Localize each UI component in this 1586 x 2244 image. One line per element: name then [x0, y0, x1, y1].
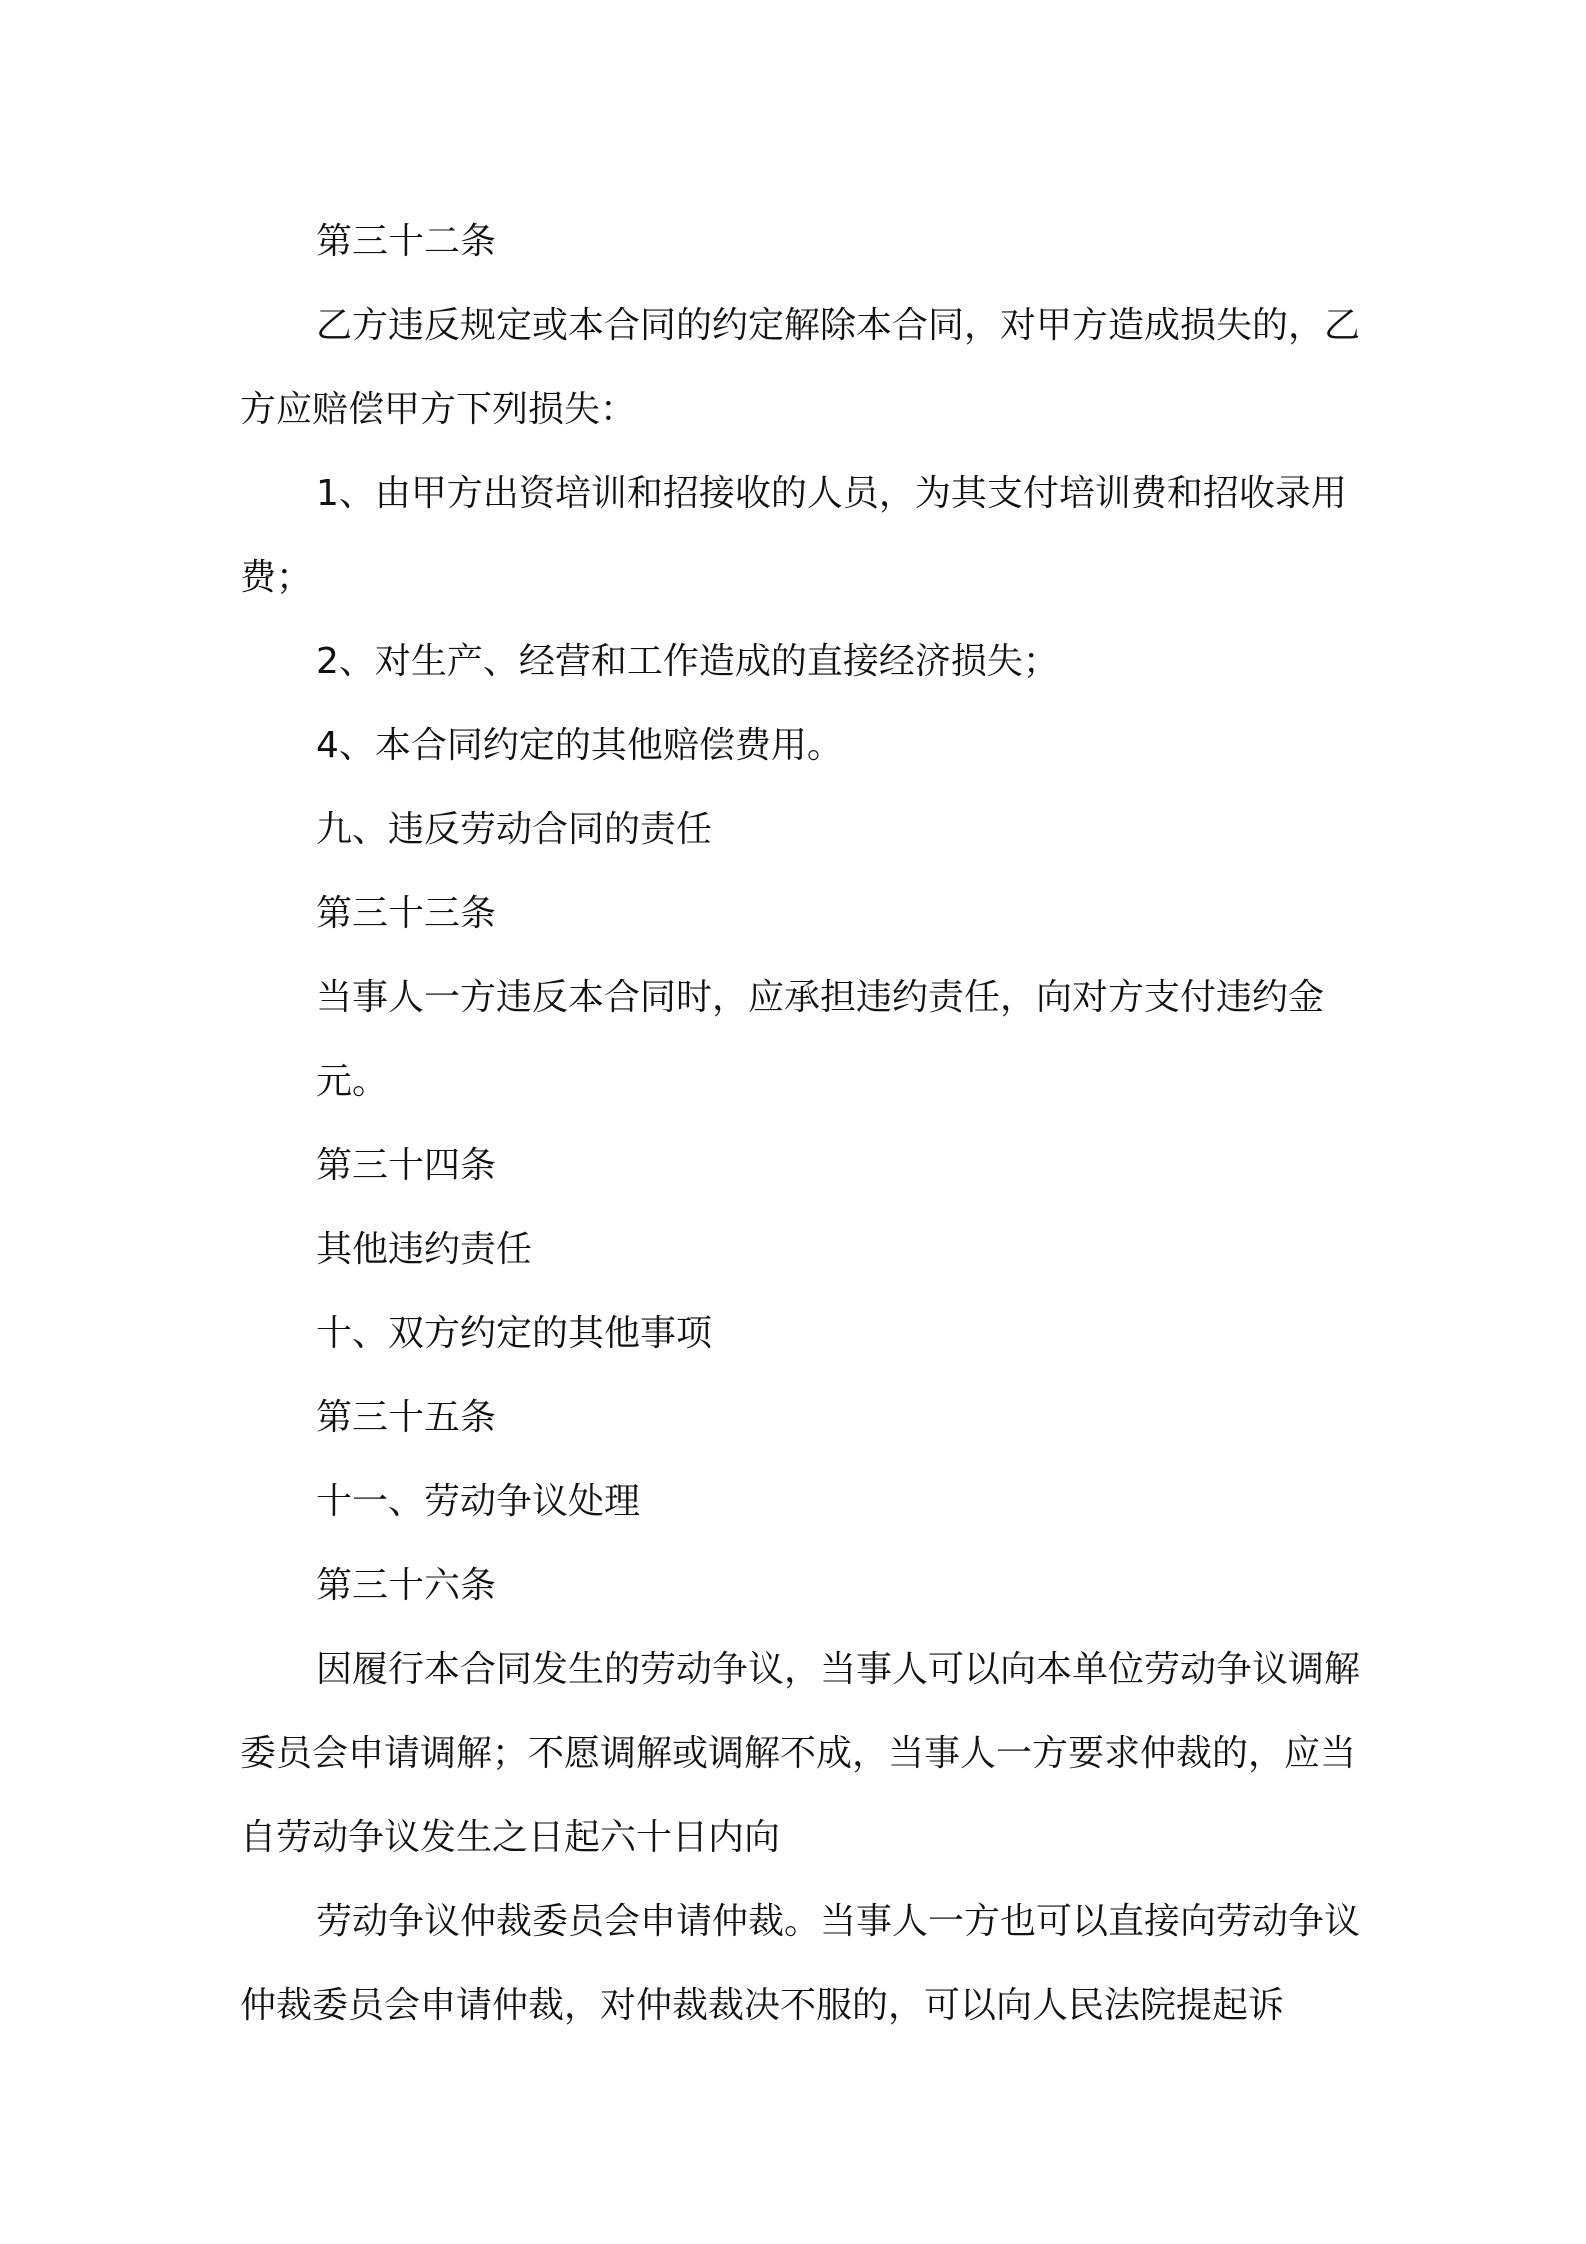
article-33-text: 当事人一方违反本合同时，应承担违约责任，向对方支付违约金	[316, 977, 1325, 1018]
section-10-title: 十、双方约定的其他事项	[316, 1313, 713, 1354]
article-36-text-cont: 劳动争议仲裁委员会申请仲裁。当事人一方也可以直接向劳动争议仲裁委员会申请仲裁，对仲裁裁决不服的，可以向人民法院提起诉	[240, 1901, 1361, 2026]
article-32-heading: 第三十二条	[316, 221, 497, 262]
article-35-heading: 第三十五条	[316, 1397, 497, 1438]
article-33-text-cont: 元。	[316, 1061, 389, 1102]
article-32-item-1: 1、由甲方出资培训和招接收的人员，为其支付培训费和招收录用费；	[240, 473, 1347, 598]
article-32-item-2: 2、对生产、经营和工作造成的直接经济损失；	[316, 641, 1059, 682]
article-36-text: 因履行本合同发生的劳动争议，当事人可以向本单位劳动争议调解委员会申请调解；不愿调解或调解不成，当事人一方要求仲裁的，应当自劳动争议发生之日起六十日内向	[240, 1649, 1361, 1858]
article-34-text: 其他违约责任	[316, 1229, 533, 1270]
article-36-heading: 第三十六条	[316, 1565, 497, 1606]
article-32-intro: 乙方违反规定或本合同的约定解除本合同，对甲方造成损失的，乙方应赔偿甲方下列损失：	[240, 305, 1361, 430]
article-33-heading: 第三十三条	[316, 893, 497, 934]
document-body	[240, 200, 1360, 2048]
article-34-heading: 第三十四条	[316, 1145, 497, 1186]
article-32-item-4: 4、本合同约定的其他赔偿费用。	[316, 725, 843, 766]
section-9-title: 九、违反劳动合同的责任	[316, 809, 713, 850]
section-11-title: 十一、劳动争议处理	[316, 1481, 641, 1522]
